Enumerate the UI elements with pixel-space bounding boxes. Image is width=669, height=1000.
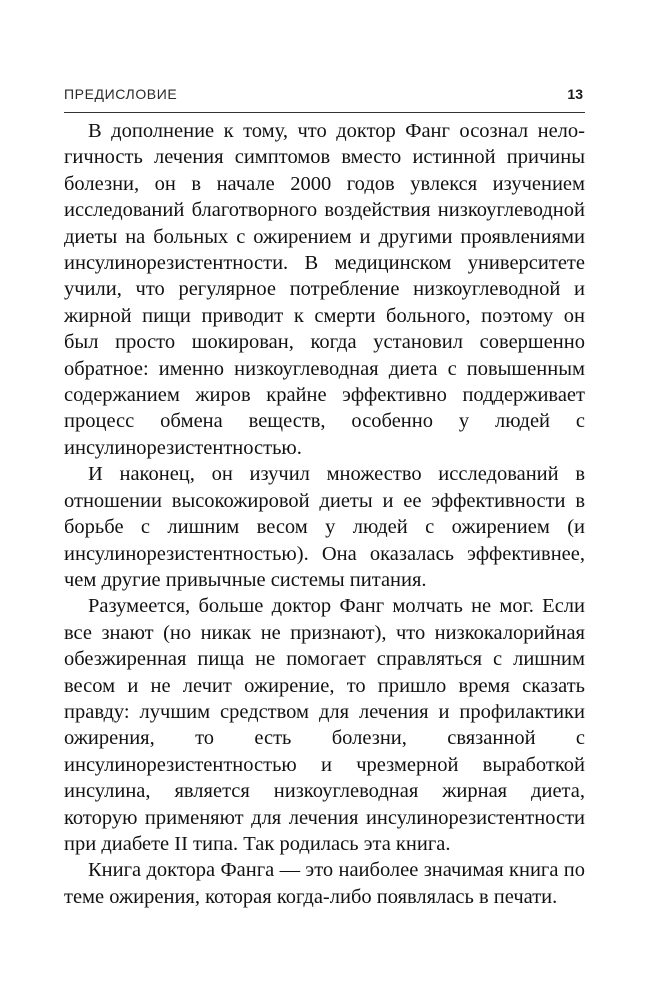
page-number: 13 (567, 86, 583, 102)
paragraph-3: Разумеется, больше доктор Фанг молчать не мог. Если все знают (но никак не признают), что низкокалорийная обезжиренная пища не помогает справляться с лишним весом и не лечит ожирение, то пришло время сказать правду: лучшим средством для лечения и профилактики ожирения, то есть болезни, связанной с инсулинорезистентностью и чрезмерной выработкой инсулина, является низкоуглеводная жирная диета, которую применяют для лечения инсулинорезистентности при диабете II типа. Так родилась эта книга. (64, 595, 585, 855)
running-head (64, 86, 585, 108)
header-divider (64, 112, 585, 113)
section-title: ПРЕДИСЛОВИЕ (64, 86, 178, 102)
paragraph-4: Книга доктора Фанга — это наиболее значимая книга по теме ожирения, которая когда-либо появлялась в печати. (64, 859, 585, 908)
page-body (64, 118, 585, 910)
paragraph-1: В дополнение к тому, что доктор Фанг осознал нелогичность лечения симптомов вместо истинной причины болезни, он в начале 2000 годов увлекся изучением исследований благотворного воздействия низкоуглеводной диеты на больных с ожирением и другими проявлениями инсулинорезистентности. В медицинском университете учили, что регулярное потребление низкоуглеводной и жирной пищи приводит к смерти больного, поэтому он был просто шокирован, когда установил совершенно обратное: именно низкоуглеводная диета с повышенным содержанием жиров крайне эффективно поддерживает процесс обмена веществ, особенно у людей с инсулинорезистентностью. (64, 120, 585, 459)
paragraph-2: И наконец, он изучил множество исследований в отношении высокожировой диеты и ее эффективности в борьбе с лишним весом у людей с ожирением (и инсулинорезистентностью). Она оказалась эффективнее, чем другие привычные системы питания. (64, 463, 585, 591)
